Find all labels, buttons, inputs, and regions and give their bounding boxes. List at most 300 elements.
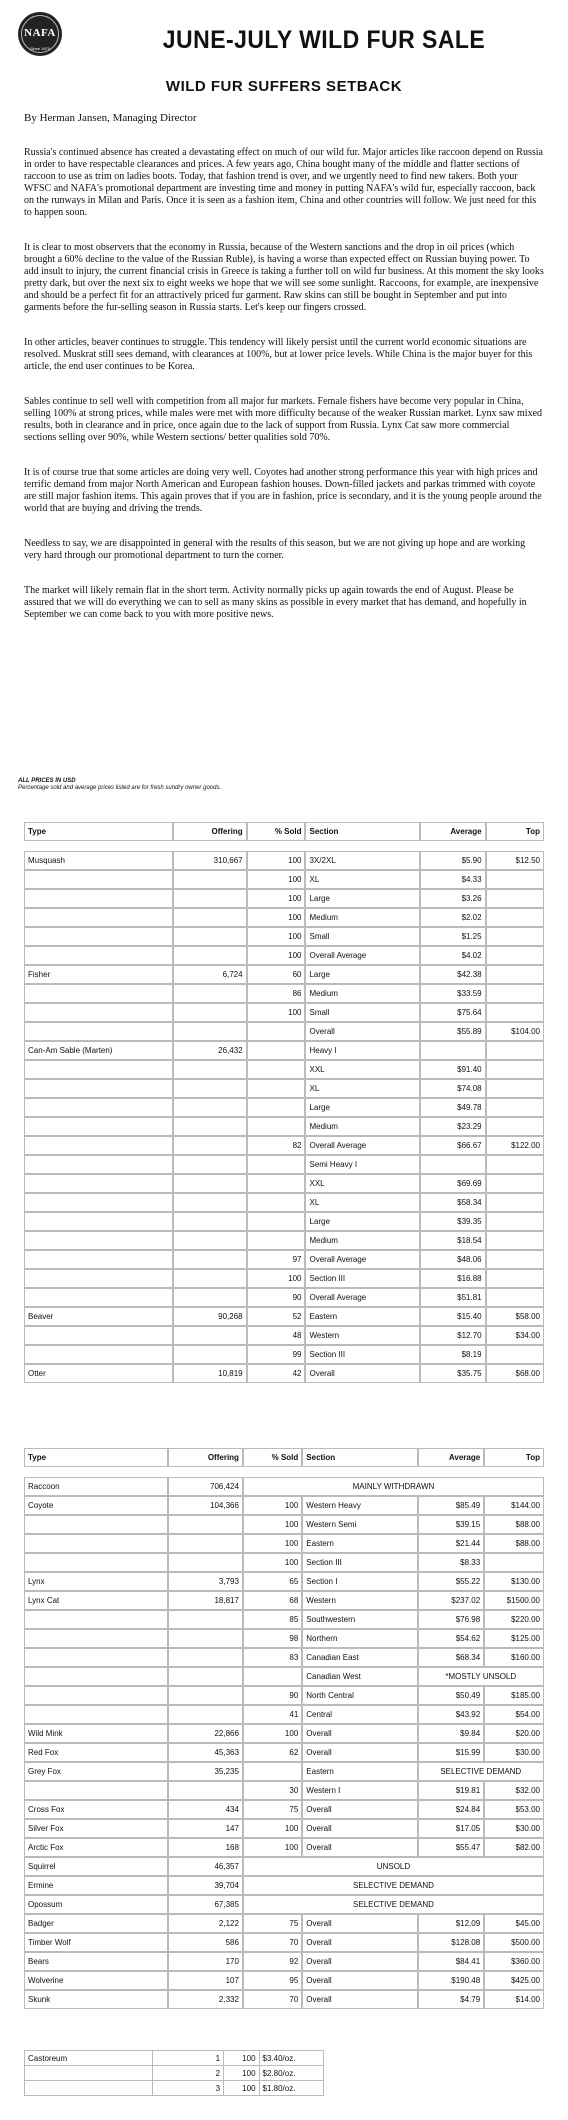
table-row	[24, 1743, 544, 1762]
table-cell: $144.00	[484, 1496, 544, 1515]
table-cell: Squirrel	[24, 1857, 168, 1876]
table-cell	[486, 1269, 544, 1288]
table-cell: $75.64	[420, 1003, 486, 1022]
table-cell	[24, 927, 173, 946]
table-cell: 3,793	[168, 1572, 243, 1591]
table-row	[24, 1629, 544, 1648]
table-cell	[168, 1610, 243, 1629]
table-row	[24, 1250, 544, 1269]
table-cell	[24, 1288, 173, 1307]
table-cell	[247, 1155, 306, 1174]
table-cell: Southwestern	[302, 1610, 417, 1629]
table-cell: $185.00	[484, 1686, 544, 1705]
column-header-average: Average	[420, 822, 486, 841]
table-row	[25, 2081, 324, 2096]
table-row	[24, 1933, 544, 1952]
table-cell	[173, 1269, 247, 1288]
table-cell	[247, 1060, 306, 1079]
table-row	[24, 1515, 544, 1534]
table-row	[24, 965, 544, 984]
column-header-offering: Offering	[173, 822, 247, 841]
table-cell: 100	[247, 1269, 306, 1288]
table-cell: 100	[243, 1515, 302, 1534]
table-cell: 41	[243, 1705, 302, 1724]
table-cell	[486, 1060, 544, 1079]
table-cell: *MOSTLY UNSOLD	[418, 1667, 545, 1686]
table-cell: $32.00	[484, 1781, 544, 1800]
table-cell	[24, 1629, 168, 1648]
table-row	[24, 1003, 544, 1022]
table-cell	[173, 1155, 247, 1174]
table-cell: Overall	[302, 1819, 417, 1838]
table-cell: 100	[243, 1496, 302, 1515]
table-cell	[247, 1193, 306, 1212]
table-cell	[168, 1705, 243, 1724]
table-cell: Overall Average	[305, 1288, 420, 1307]
table-cell	[168, 1781, 243, 1800]
table-cell: 100	[243, 1534, 302, 1553]
table-cell: Skunk	[24, 1990, 168, 2009]
table-cell	[420, 1155, 486, 1174]
table-cell: $8.33	[418, 1553, 485, 1572]
table-cell: Coyote	[24, 1496, 168, 1515]
table-cell	[173, 1174, 247, 1193]
table-cell: 68	[243, 1591, 302, 1610]
table-cell: 100	[247, 927, 306, 946]
table-cell: 92	[243, 1952, 302, 1971]
table-row	[25, 2051, 324, 2066]
table-row	[24, 1819, 544, 1838]
table-cell: Lynx	[24, 1572, 168, 1591]
table-cell	[168, 1515, 243, 1534]
table-cell	[173, 927, 247, 946]
table-cell: $49.78	[420, 1098, 486, 1117]
table-cell: 586	[168, 1933, 243, 1952]
table-cell	[24, 1155, 173, 1174]
table-cell: 90,268	[173, 1307, 247, 1326]
table-cell: Medium	[305, 1231, 420, 1250]
table-row	[24, 1762, 544, 1781]
table-cell: 100	[243, 1724, 302, 1743]
article-body	[24, 147, 544, 644]
table-cell: XXL	[305, 1174, 420, 1193]
table-cell: 26,432	[173, 1041, 247, 1060]
table-cell: Overall Average	[305, 1250, 420, 1269]
table-cell	[486, 1288, 544, 1307]
table-cell: $74.08	[420, 1079, 486, 1098]
table-cell	[247, 1041, 306, 1060]
table-cell	[173, 1079, 247, 1098]
table-cell: Large	[305, 889, 420, 908]
table-row	[24, 1610, 544, 1629]
table-cell: 70	[243, 1933, 302, 1952]
table-row	[24, 984, 544, 1003]
price-note-text: Percentage sold and average prices listed are for fresh sundry owner goods.	[18, 785, 222, 791]
table-row	[24, 1572, 544, 1591]
table-row	[24, 1971, 544, 1990]
table-cell	[420, 1041, 486, 1060]
paragraph: The market will likely remain flat in the short term. Activity normally picks up again towards the end of August. Please be assured that we will do everything we can to sell as many skins as possible in every market that has demand, and hopefully in September we can come back to you with more positive news.	[24, 585, 527, 620]
table-cell: $76.98	[418, 1610, 485, 1629]
header-row	[24, 1448, 544, 1467]
table-cell: Musquash	[24, 851, 173, 870]
table-cell	[24, 984, 173, 1003]
table-cell: Section I	[302, 1572, 417, 1591]
table-cell	[486, 1003, 544, 1022]
table-cell: Western Heavy	[302, 1496, 417, 1515]
table-cell: 1	[153, 2051, 224, 2066]
column-header-sold: % Sold	[243, 1448, 302, 1467]
table-cell: 97	[247, 1250, 306, 1269]
table-cell: $104.00	[486, 1022, 544, 1041]
column-header-section: Section	[302, 1448, 417, 1467]
table-cell: Heavy I	[305, 1041, 420, 1060]
table-cell: $17.05	[418, 1819, 485, 1838]
table-cell	[24, 1022, 173, 1041]
table-cell: Large	[305, 965, 420, 984]
table-row	[24, 1269, 544, 1288]
table-cell: 46,357	[168, 1857, 243, 1876]
logo-text: NAFA	[24, 27, 56, 39]
table-row	[24, 1364, 544, 1383]
table-row	[24, 1496, 544, 1515]
table-cell: Semi Heavy I	[305, 1155, 420, 1174]
table-cell: 2,122	[168, 1914, 243, 1933]
table-cell: 10,819	[173, 1364, 247, 1383]
table-cell	[24, 1250, 173, 1269]
table-cell: $69.69	[420, 1174, 486, 1193]
table-cell: Opossum	[24, 1895, 168, 1914]
table-cell: Western Semi	[302, 1515, 417, 1534]
table-row	[24, 1022, 544, 1041]
table-row	[24, 1667, 544, 1686]
table-cell	[25, 2081, 153, 2096]
table-cell: 168	[168, 1838, 243, 1857]
table-row	[24, 1686, 544, 1705]
table-cell: Small	[305, 1003, 420, 1022]
table-cell: XL	[305, 1079, 420, 1098]
table-row	[24, 1724, 544, 1743]
table-cell: Overall	[305, 1364, 420, 1383]
table-cell: 65	[243, 1572, 302, 1591]
table-cell: Ermine	[24, 1876, 168, 1895]
table-cell	[173, 1326, 247, 1345]
table-cell: 83	[243, 1648, 302, 1667]
table-cell: Western	[305, 1326, 420, 1345]
price-note	[18, 778, 221, 792]
table-cell	[486, 946, 544, 965]
table-cell: Western	[302, 1591, 417, 1610]
table-cell	[484, 1553, 544, 1572]
table-cell: 18,817	[168, 1591, 243, 1610]
table-row	[24, 1990, 544, 2009]
table-row	[24, 1345, 544, 1364]
table-cell: Medium	[305, 908, 420, 927]
table-cell: $15.99	[418, 1743, 485, 1762]
table-cell	[24, 889, 173, 908]
table-cell: $9.84	[418, 1724, 485, 1743]
table-cell	[486, 927, 544, 946]
table-row	[24, 1952, 544, 1971]
table-cell	[24, 1345, 173, 1364]
table-cell: 100	[247, 851, 306, 870]
table-cell: Grey Fox	[24, 1762, 168, 1781]
table-cell: $20.00	[484, 1724, 544, 1743]
table-cell: UNSOLD	[243, 1857, 544, 1876]
table-cell: 52	[247, 1307, 306, 1326]
table-cell: $1.25	[420, 927, 486, 946]
table-cell: Eastern	[302, 1762, 417, 1781]
table-cell: 100	[247, 908, 306, 927]
table-cell	[173, 1250, 247, 1269]
table-cell: $500.00	[484, 1933, 544, 1952]
table-cell: 100	[243, 1819, 302, 1838]
table-cell: $30.00	[484, 1743, 544, 1762]
table-cell: $160.00	[484, 1648, 544, 1667]
table-cell: $66.67	[420, 1136, 486, 1155]
table-cell: $23.29	[420, 1117, 486, 1136]
table-row	[24, 1591, 544, 1610]
table-cell: $68.34	[418, 1648, 485, 1667]
table-cell: $39.35	[420, 1212, 486, 1231]
table-row	[24, 1326, 544, 1345]
table-cell: $2.80/oz.	[259, 2066, 323, 2081]
table-cell	[173, 1212, 247, 1231]
table-cell: 99	[247, 1345, 306, 1364]
table-cell: Northern	[302, 1629, 417, 1648]
table-cell: Large	[305, 1212, 420, 1231]
table-cell: $68.00	[486, 1364, 544, 1383]
table-cell: Arctic Fox	[24, 1838, 168, 1857]
table-cell: 48	[247, 1326, 306, 1345]
table-cell	[24, 1117, 173, 1136]
table-cell: $18.54	[420, 1231, 486, 1250]
table-cell	[173, 1136, 247, 1155]
table-cell: 75	[243, 1914, 302, 1933]
table-cell: $53.00	[484, 1800, 544, 1819]
table-cell: XL	[305, 870, 420, 889]
table-row	[24, 946, 544, 965]
table-cell	[24, 1269, 173, 1288]
table-cell	[486, 1231, 544, 1250]
table-cell: 2,332	[168, 1990, 243, 2009]
table-cell: 100	[247, 870, 306, 889]
table-cell	[173, 1231, 247, 1250]
table-cell: $35.75	[420, 1364, 486, 1383]
table-row	[24, 1895, 544, 1914]
table-cell	[25, 2066, 153, 2081]
column-header-offering: Offering	[168, 1448, 243, 1467]
table-cell: $4.33	[420, 870, 486, 889]
table-cell: Beaver	[24, 1307, 173, 1326]
table-cell: Bears	[24, 1952, 168, 1971]
table-cell: $4.79	[418, 1990, 485, 2009]
paragraph: Needless to say, we are disappointed in general with the results of this season, but we are not giving up hope and are working very hard through our promotional department to turn the corner.	[24, 538, 526, 561]
table-row	[24, 1174, 544, 1193]
table-cell: Badger	[24, 1914, 168, 1933]
table-cell: 86	[247, 984, 306, 1003]
table-row	[24, 1553, 544, 1572]
table-cell: Overall	[305, 1022, 420, 1041]
table-cell: Eastern	[305, 1307, 420, 1326]
table-cell: SELECTIVE DEMAND	[418, 1762, 545, 1781]
table-cell: 100	[247, 946, 306, 965]
table-cell: Fisher	[24, 965, 173, 984]
table-cell: SELECTIVE DEMAND	[243, 1876, 544, 1895]
table-cell: $237.02	[418, 1591, 485, 1610]
table-row	[24, 1705, 544, 1724]
table-cell: Overall Average	[305, 1136, 420, 1155]
table-cell: 75	[243, 1800, 302, 1819]
header	[0, 0, 568, 70]
table-cell	[486, 1155, 544, 1174]
table-cell: $88.00	[484, 1534, 544, 1553]
table-cell	[247, 1079, 306, 1098]
table-cell	[247, 1098, 306, 1117]
table-cell: Large	[305, 1098, 420, 1117]
table-cell	[24, 1136, 173, 1155]
table-row	[24, 1838, 544, 1857]
table-cell: 82	[247, 1136, 306, 1155]
table-cell	[24, 1667, 168, 1686]
table-cell: Overall	[302, 1914, 417, 1933]
table-cell	[173, 1022, 247, 1041]
table-cell	[24, 1003, 173, 1022]
table-cell	[173, 1117, 247, 1136]
table-row	[24, 1193, 544, 1212]
table-cell: 85	[243, 1610, 302, 1629]
table-cell	[247, 1117, 306, 1136]
table-cell: $45.00	[484, 1914, 544, 1933]
table-cell: Medium	[305, 984, 420, 1003]
table-cell	[247, 1174, 306, 1193]
nafa-logo	[18, 12, 62, 56]
table-cell: Otter	[24, 1364, 173, 1383]
table-cell	[24, 1781, 168, 1800]
table-cell	[486, 984, 544, 1003]
table-cell	[486, 1193, 544, 1212]
table-cell: 98	[243, 1629, 302, 1648]
table-cell	[24, 1686, 168, 1705]
table-cell	[486, 1041, 544, 1060]
table-cell	[173, 1098, 247, 1117]
table-cell: $55.47	[418, 1838, 485, 1857]
castoreum-table	[24, 2050, 324, 2096]
table-cell: 3X/2XL	[305, 851, 420, 870]
table-cell	[173, 908, 247, 927]
column-header-section: Section	[305, 822, 420, 841]
table-cell: 22,866	[168, 1724, 243, 1743]
table-cell: Canadian East	[302, 1648, 417, 1667]
table-cell: Overall Average	[305, 946, 420, 965]
table-cell: Canadian West	[302, 1667, 417, 1686]
table-cell: Timber Wolf	[24, 1933, 168, 1952]
table-row	[24, 1800, 544, 1819]
table-cell: $15.40	[420, 1307, 486, 1326]
table-cell: $42.38	[420, 965, 486, 984]
table-cell: $12.50	[486, 851, 544, 870]
table-cell: $84.41	[418, 1952, 485, 1971]
column-header-average: Average	[418, 1448, 485, 1467]
table-cell: 100	[224, 2066, 259, 2081]
table-cell: $5.90	[420, 851, 486, 870]
table-row	[24, 1136, 544, 1155]
table-row	[24, 1117, 544, 1136]
table-cell: 147	[168, 1819, 243, 1838]
table-cell: 3	[153, 2081, 224, 2096]
table-cell	[486, 1079, 544, 1098]
table-cell: $12.09	[418, 1914, 485, 1933]
table-cell	[486, 1212, 544, 1231]
table-row	[24, 1212, 544, 1231]
table-cell: Can-Am Sable (Marten)	[24, 1041, 173, 1060]
table-cell: 67,385	[168, 1895, 243, 1914]
table-cell: $33.59	[420, 984, 486, 1003]
table-row	[24, 1155, 544, 1174]
table-cell	[486, 1174, 544, 1193]
table-cell	[24, 1648, 168, 1667]
table-row	[24, 1781, 544, 1800]
table-row	[24, 1914, 544, 1933]
table-cell: 62	[243, 1743, 302, 1762]
table-cell	[24, 1610, 168, 1629]
table-cell: $4.02	[420, 946, 486, 965]
results-table-1	[24, 822, 544, 1383]
table-cell: 100	[243, 1553, 302, 1572]
table-cell: 39,704	[168, 1876, 243, 1895]
table-cell: 42	[247, 1364, 306, 1383]
table-cell	[173, 1060, 247, 1079]
table-cell: Overall	[302, 1971, 417, 1990]
table-row	[24, 1477, 544, 1496]
table-cell	[173, 984, 247, 1003]
table-row	[24, 851, 544, 870]
table-cell: Wild Mink	[24, 1724, 168, 1743]
table-row	[24, 1534, 544, 1553]
table-cell: $30.00	[484, 1819, 544, 1838]
table-cell: Cross Fox	[24, 1800, 168, 1819]
table-cell: $58.34	[420, 1193, 486, 1212]
table-cell	[486, 1345, 544, 1364]
table-cell: Wolverine	[24, 1971, 168, 1990]
table-cell: Overall	[302, 1990, 417, 2009]
table-cell	[24, 1079, 173, 1098]
table-cell: $3.26	[420, 889, 486, 908]
table-cell	[168, 1629, 243, 1648]
table-cell: $91.40	[420, 1060, 486, 1079]
table-cell: Overall	[302, 1952, 417, 1971]
table-cell: Silver Fox	[24, 1819, 168, 1838]
table-cell: 45,363	[168, 1743, 243, 1762]
table-cell	[24, 1212, 173, 1231]
table-cell	[173, 1345, 247, 1364]
table-cell: $43.92	[418, 1705, 485, 1724]
table-row	[24, 1307, 544, 1326]
table-cell: $19.81	[418, 1781, 485, 1800]
column-header-top: Top	[486, 822, 544, 841]
table-cell: $39.15	[418, 1515, 485, 1534]
table-cell	[486, 908, 544, 927]
table-cell	[486, 965, 544, 984]
results-table-2	[24, 1448, 544, 2009]
table-cell: $12.70	[420, 1326, 486, 1345]
table-cell: $16.88	[420, 1269, 486, 1288]
table-cell	[486, 1117, 544, 1136]
table-cell: $54.00	[484, 1705, 544, 1724]
table-cell: Section III	[305, 1269, 420, 1288]
table-cell	[24, 1515, 168, 1534]
table-row	[24, 1231, 544, 1250]
